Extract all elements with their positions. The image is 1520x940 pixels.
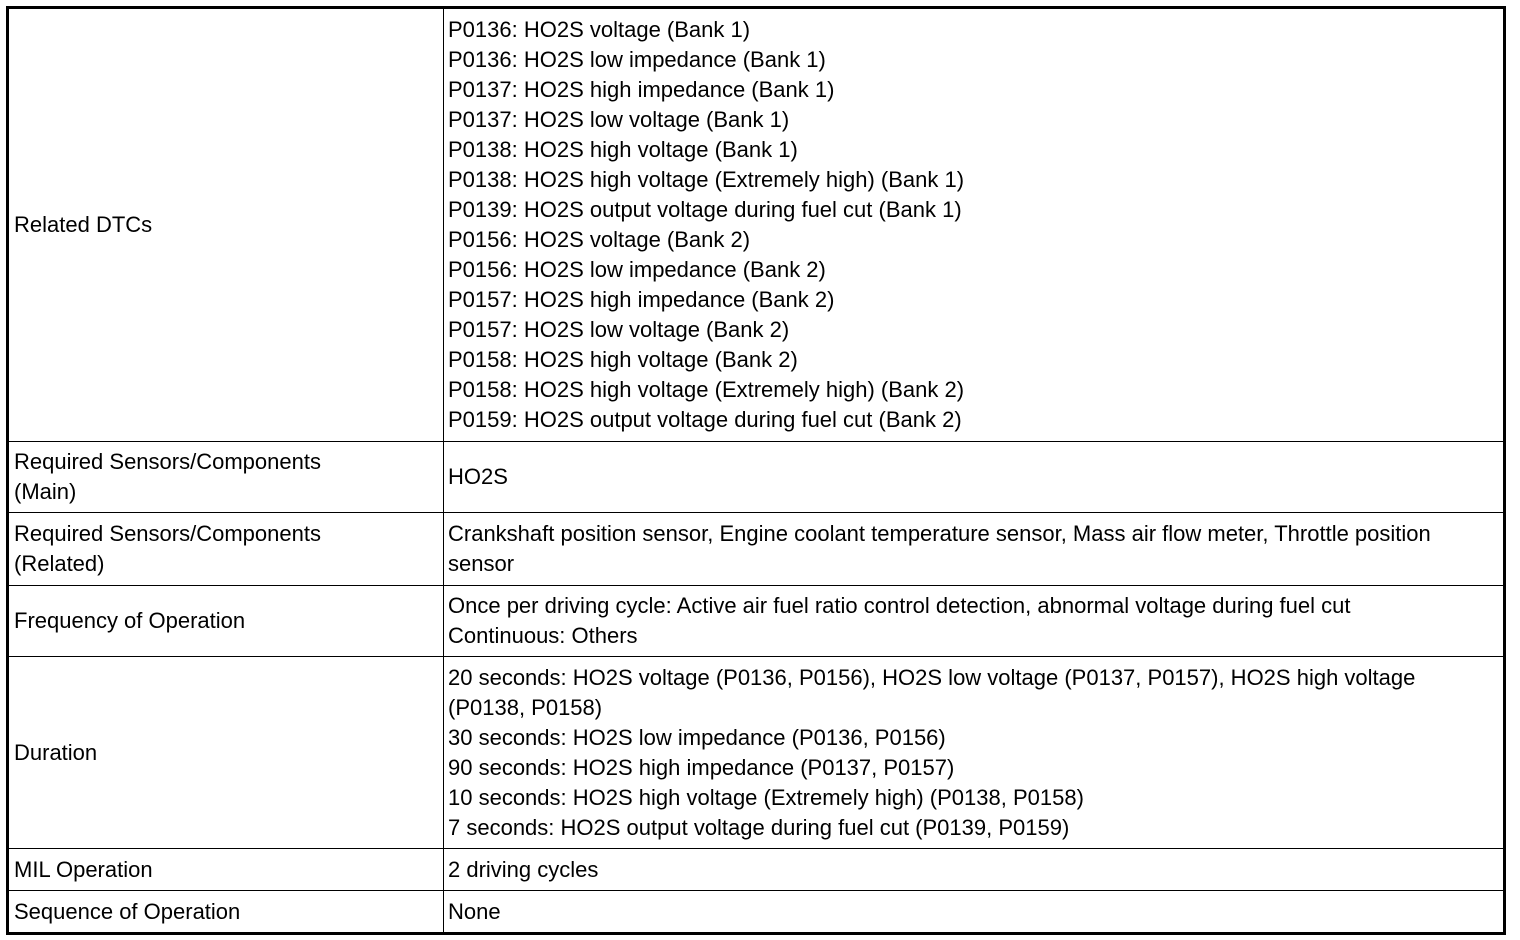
value-sensors-main <box>444 442 1504 513</box>
value-line: Crankshaft position sensor, Engine coolant temperature sensor, Mass air flow meter, Throttle position sensor <box>448 521 1431 576</box>
dtc-line: P0138: HO2S high voltage (Extremely high) (Bank 1) <box>448 167 965 192</box>
table-row-mil-operation <box>9 849 1503 891</box>
value-line: 20 seconds: HO2S voltage (P0136, P0156), HO2S low voltage (P0137, P0157), HO2S high voltage (P0138, P0158) <box>448 664 1416 720</box>
dtc-line: P0139: HO2S output voltage during fuel cut (Bank 1) <box>448 197 962 222</box>
dtc-line: P0136: HO2S low impedance (Bank 1) <box>448 47 826 72</box>
label-duration: Duration <box>9 657 444 849</box>
dtc-line: P0159: HO2S output voltage during fuel cut (Bank 2) <box>448 407 962 432</box>
dtc-line: P0158: HO2S high voltage (Bank 2) <box>448 347 798 372</box>
value-mil-operation <box>444 849 1504 891</box>
value-related-dtcs <box>444 9 1504 442</box>
value-line: 7 seconds: HO2S output voltage during fuel cut (P0139, P0159) <box>448 814 1070 840</box>
value-line: 30 seconds: HO2S low impedance (P0136, P0156) <box>448 724 946 750</box>
value-line: 90 seconds: HO2S high impedance (P0137, P0157) <box>448 754 955 780</box>
dtc-line: P0138: HO2S high voltage (Bank 1) <box>448 137 798 162</box>
value-sequence <box>444 891 1504 933</box>
dtc-line: P0157: HO2S low voltage (Bank 2) <box>448 317 790 342</box>
dtc-line: P0158: HO2S high voltage (Extremely high) (Bank 2) <box>448 377 965 402</box>
value-sensors-related <box>444 513 1504 586</box>
value-line: 10 seconds: HO2S high voltage (Extremely high) (P0138, P0158) <box>448 784 1084 810</box>
value-frequency <box>444 586 1504 657</box>
label-sensors-related <box>9 513 444 586</box>
table-row-frequency <box>9 586 1503 657</box>
value-duration <box>444 657 1504 849</box>
label-line: (Related) <box>14 551 105 576</box>
dtc-line: P0156: HO2S low impedance (Bank 2) <box>448 257 826 282</box>
monitor-info-table-frame <box>6 6 1506 935</box>
value-line: Once per driving cycle: Active air fuel ratio control detection, abnormal voltage during fuel cut <box>448 593 1351 618</box>
label-sensors-main <box>9 442 444 513</box>
label-line: (Main) <box>14 479 77 504</box>
table-row-sensors-main <box>9 442 1503 513</box>
label-line: Required Sensors/Components <box>14 521 321 546</box>
dtc-line: P0137: HO2S low voltage (Bank 1) <box>448 107 790 132</box>
value-line: Continuous: Others <box>448 623 638 648</box>
label-related-dtcs: Related DTCs <box>9 9 444 442</box>
monitor-info-table <box>9 9 1503 932</box>
dtc-line: P0157: HO2S high impedance (Bank 2) <box>448 287 835 312</box>
label-sequence: Sequence of Operation <box>9 891 444 933</box>
label-frequency: Frequency of Operation <box>9 586 444 657</box>
label-mil-operation: MIL Operation <box>9 849 444 891</box>
table-row-related-dtcs <box>9 9 1503 442</box>
value-line: None <box>448 898 501 924</box>
table-row-sequence <box>9 891 1503 933</box>
value-line: HO2S <box>448 464 508 489</box>
dtc-line: P0156: HO2S voltage (Bank 2) <box>448 227 751 252</box>
label-line: Required Sensors/Components <box>14 449 321 474</box>
table-row-sensors-related <box>9 513 1503 586</box>
dtc-line: P0137: HO2S high impedance (Bank 1) <box>448 77 835 102</box>
table-row-duration <box>9 657 1503 849</box>
dtc-line: P0136: HO2S voltage (Bank 1) <box>448 17 751 42</box>
value-line: 2 driving cycles <box>448 856 599 882</box>
